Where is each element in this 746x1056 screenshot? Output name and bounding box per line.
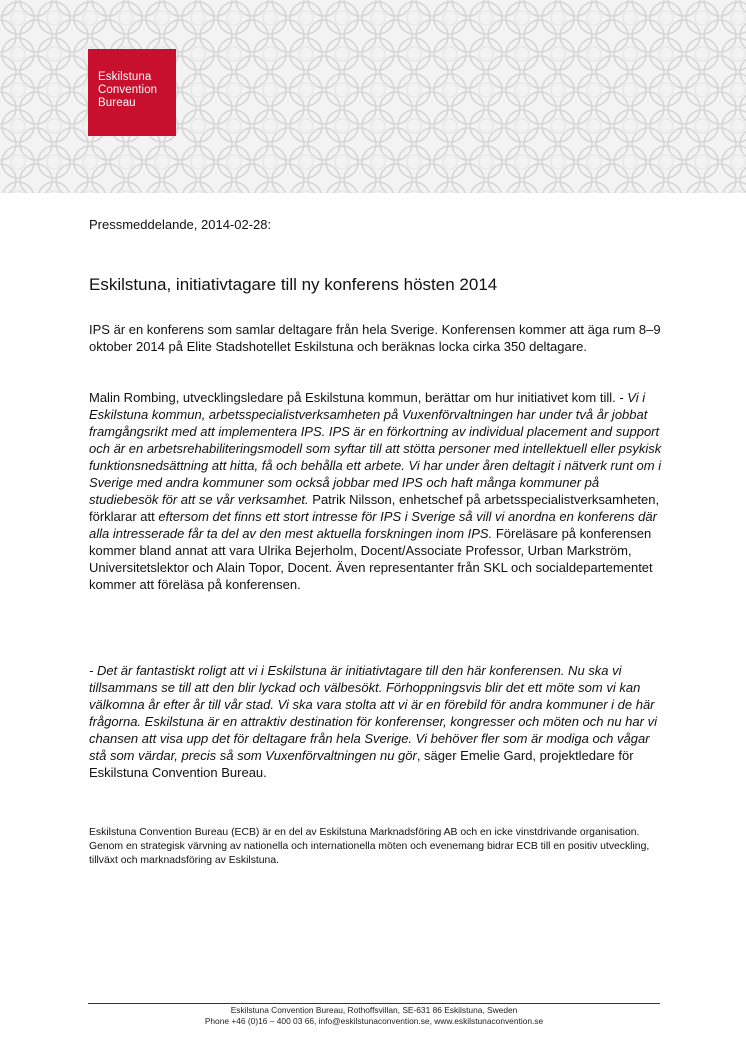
logo-line-1: Eskilstuna [98, 71, 152, 83]
quote-malin: Vi i Eskilstuna kommun, arbetsspecialistverksamheten på Vuxenförvaltningen har under två år jobbat framgångsrikt med att implementera IPS. IPS är en förkortning av individual placement and support och är en arbetsrehabiliteringsmodell som syftar till att stötta personer med intellektuell eller psykisk funktionsnedsättning att hitta, få och behålla ett arbete. Vi har under åren deltagit i nätverk runt om i Sverige med andra kommuner som också jobbar med IPS och haft många kommuner på studiebesök för att se vår verksamhet. [89, 390, 662, 507]
logo [88, 49, 176, 136]
footer [88, 1005, 660, 1026]
paragraph-body-intro: Malin Rombing, utvecklingsledare på Eskilstuna kommun, berättar om hur initiativet kom till. - [89, 390, 628, 405]
quote-patrik: eftersom det finns ett stort intresse för IPS i Sverige så vill vi anordna en konferens där alla intresserade får ta del av den mest aktuella forskningen inom IPS. [89, 509, 657, 541]
footer-divider [88, 1003, 660, 1004]
paragraph-body-outro: Föreläsare på konferensen kommer bland annat att vara Ulrika Bejerholm, Docent/Associate Professor, Urban Markström, Universitetslektor och Alain Topor, Docent. Även representanter från SKL och socialdepartementet kommer att föreläsa på konferensen. [89, 526, 653, 592]
logo-text [98, 71, 157, 110]
paragraph-quote [89, 662, 664, 781]
paragraph-body [89, 389, 664, 593]
about-section: Eskilstuna Convention Bureau (ECB) är en del av Eskilstuna Marknadsföring AB och en icke vinstdrivande organisation. Genom en strategisk värvning av nationella och internationella möten och evenemang bidrar ECB till en positiv utveckling, tillväxt och marknadsföring av Eskilstuna. [89, 827, 650, 866]
quote-emelie: - Det är fantastiskt roligt att vi i Eskilstuna är initiativtagare till den här konferensen. Nu ska vi tillsammans se till att den blir lyckad och välbesökt. Förhoppningsvis blir det ett möte som vi kan välkomna år efter år till vår stad. Vi ska vara stolta att vi är en förebild för andra kommuner i de här frågorna. Eskilstuna är en attraktiv destination för konferenser, kongresser och möten och nu har vi chansen att visa upp det för deltagare från hela Sverige. Vi behöver fler som är modiga och vågar stå som värdar, precis så som Vuxenförvaltningen nu gör [89, 663, 657, 763]
header-banner [0, 0, 746, 193]
paragraph-body-middle: Patrik Nilsson, enhetschef på arbetsspecialistverksamheten, förklarar att [89, 492, 660, 524]
headline: Eskilstuna, initiativtagare till ny konferens hösten 2014 [89, 275, 498, 294]
quote-attribution: , säger Emelie Gard, projektledare för Eskilstuna Convention Bureau. [89, 748, 634, 780]
paragraph-intro: IPS är en konferens som samlar deltagare från hela Sverige. Konferensen kommer att äga rum 8–9 oktober 2014 på Elite Stadshotellet Eskilstuna och beräknas locka cirka 350 deltagare. [89, 322, 661, 354]
logo-line-2: Convention [98, 84, 158, 96]
footer-contact: Phone +46 (0)16 – 400 03 66, info@eskilstunaconvention.se, www.eskilstunaconvention.se [204, 1015, 544, 1026]
footer-address: Eskilstuna Convention Bureau, Rothoffsvillan, SE-631 86 Eskilstuna, Sweden [230, 1005, 518, 1015]
logo-line-3: Bureau [98, 97, 136, 109]
dateline: Pressmeddelande, 2014-02-28: [89, 217, 272, 232]
